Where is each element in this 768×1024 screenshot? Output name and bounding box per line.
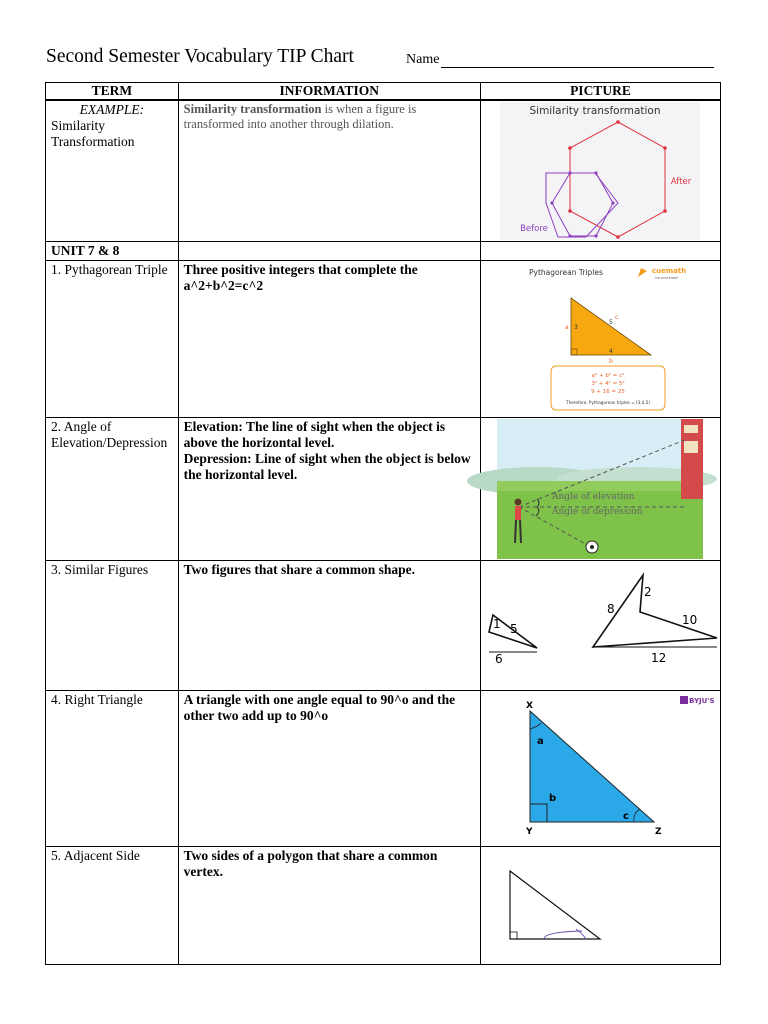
svg-text:5: 5 xyxy=(609,318,614,326)
equation-1: a² + b² = c² xyxy=(592,372,625,379)
page-title: Second Semester Vocabulary TIP Chart xyxy=(46,46,354,67)
example-term-cell xyxy=(46,100,179,241)
angle-b: b xyxy=(549,793,557,804)
table-row xyxy=(46,417,721,560)
pythagorean-triple-figure xyxy=(525,264,687,414)
table-row xyxy=(46,846,721,964)
example-picture-cell xyxy=(480,100,720,241)
right-triangle-figure xyxy=(482,691,718,845)
svg-text:2: 2 xyxy=(644,585,653,599)
elevation-label: Angle of elevation xyxy=(552,491,635,502)
unit-row xyxy=(46,241,721,260)
figure-title: Similarity transformation xyxy=(529,104,661,117)
example-info-cell xyxy=(178,100,480,241)
depression-label: Angle of depression xyxy=(552,506,643,517)
picture-cell xyxy=(480,690,720,846)
similar-figures-figure xyxy=(481,561,719,689)
before-label: Before xyxy=(520,223,549,234)
svg-text:8: 8 xyxy=(607,602,616,616)
table-row xyxy=(46,260,721,417)
picture-cell xyxy=(480,560,720,690)
byjus-logo xyxy=(680,696,688,704)
elevation-depression-figure xyxy=(497,419,703,559)
rocket-icon xyxy=(638,268,647,277)
example-tag: EXAMPLE: xyxy=(79,102,145,117)
term-cell: 5. Adjacent Side xyxy=(46,846,179,964)
equation-3: 9 + 16 = 25 xyxy=(591,388,626,395)
picture-cell xyxy=(480,260,720,417)
vertex-z: Z xyxy=(655,827,662,837)
conclusion-text: Therefore, Pythagorean triples = (3,4,5) xyxy=(566,399,651,405)
term-cell: 3. Similar Figures xyxy=(46,560,179,690)
information-header: INFORMATION xyxy=(178,83,480,101)
name-label: Name xyxy=(406,52,440,67)
vertex-x: X xyxy=(526,701,534,711)
vertex-y: Y xyxy=(526,827,533,837)
equation-2: 3² + 4² = 5² xyxy=(591,380,626,387)
brand-label: BYJU'S xyxy=(689,697,715,705)
term-cell: 1. Pythagorean Triple xyxy=(46,260,179,417)
info-cell: Three positive integers that complete the a^2+b^2=c^2 xyxy=(178,260,480,417)
person-icon xyxy=(515,498,522,505)
brand-label: cuemath xyxy=(652,266,687,275)
info-cell: Two figures that share a common shape. xyxy=(178,560,480,690)
side-b-label: b xyxy=(609,357,614,365)
name-field[interactable] xyxy=(441,67,714,68)
unit-label: UNIT 7 & 8 xyxy=(46,241,179,260)
term-cell: 4. Right Triangle xyxy=(46,690,179,846)
term-header: TERM xyxy=(46,83,179,101)
example-term: Similarity Transformation xyxy=(51,118,135,149)
brand-sub: THE MATH EXPERT xyxy=(655,276,679,280)
header-row xyxy=(46,83,721,101)
info-cell: Two sides of a polygon that share a common vertex. xyxy=(178,846,480,964)
picture-cell xyxy=(480,417,720,560)
angle-a: a xyxy=(537,736,545,747)
similarity-transformation-figure xyxy=(500,102,700,240)
angle-c: c xyxy=(623,811,630,822)
after-label: After xyxy=(671,176,692,187)
vocabulary-table xyxy=(45,82,721,965)
figure-title: Pythagorean Triples xyxy=(529,267,604,277)
svg-text:12: 12 xyxy=(651,651,667,665)
depression-definition: Depression: Line of sight when the object is below the horizontal level. xyxy=(183,450,471,482)
svg-text:5: 5 xyxy=(510,622,519,636)
info-cell: A triangle with one angle equal to 90^o and the other two add up to 90^o xyxy=(178,690,480,846)
table-row xyxy=(46,560,721,690)
side-c-label: c xyxy=(615,313,619,321)
svg-text:3: 3 xyxy=(574,323,579,331)
example-info-term: Similarity transformation xyxy=(183,102,322,116)
example-row xyxy=(46,100,721,241)
svg-text:1: 1 xyxy=(493,617,502,631)
svg-text:10: 10 xyxy=(682,613,698,627)
example-info-text: is when a figure is transformed into another through dilation. xyxy=(183,102,417,131)
elevation-definition: Elevation: The line of sight when the object is above the horizontal level. xyxy=(183,418,446,450)
side-a-label: a xyxy=(565,323,570,331)
adjacent-side-figure xyxy=(482,847,718,963)
term-cell: 2. Angle of Elevation/Depression xyxy=(46,417,179,560)
svg-text:6: 6 xyxy=(495,652,504,666)
info-cell xyxy=(178,417,480,560)
svg-text:4: 4 xyxy=(609,347,614,355)
picture-cell xyxy=(480,846,720,964)
picture-header: PICTURE xyxy=(480,83,720,101)
table-row xyxy=(46,690,721,846)
